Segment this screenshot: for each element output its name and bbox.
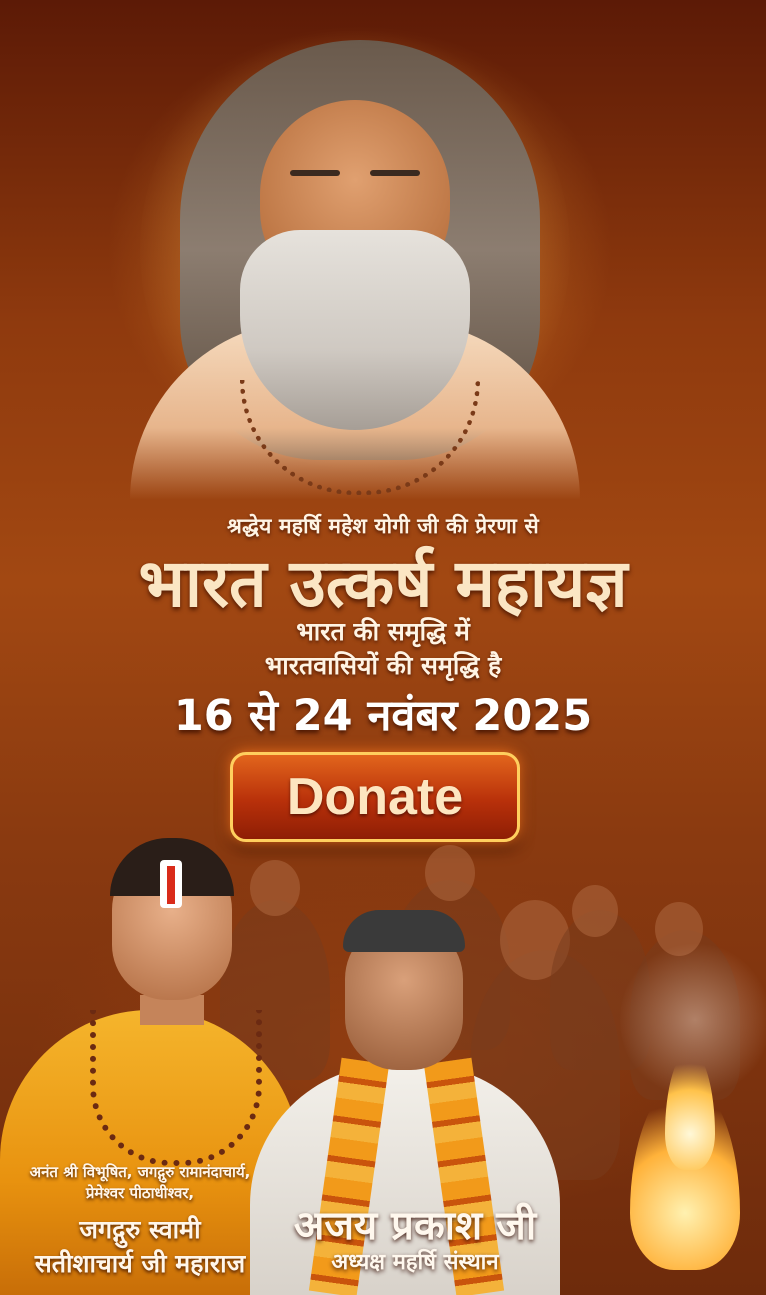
flame — [665, 1050, 715, 1170]
tilak-red-line — [167, 866, 175, 904]
sage-head — [572, 885, 618, 937]
subtitle-line-2: भारतवासियों की समृद्धि है — [264, 651, 502, 680]
jagadguru-title-line-1: अनंत श्री विभूषित, जगद्गुरु रामानंदाचार्य, — [29, 1163, 251, 1181]
jagadguru-name-line-2: सतीशाचार्य जी महाराज — [34, 1249, 246, 1278]
portrait-brow-left — [290, 170, 340, 176]
ajay-prakash-role: अध्यक्ष महर्षि संस्थान — [331, 1250, 499, 1275]
hair — [343, 910, 465, 952]
event-date: 16 से 24 नवंबर 2025 — [173, 691, 593, 741]
event-title: भारत उत्कर्ष महायज्ञ — [138, 544, 628, 622]
rudraksha-mala — [90, 1010, 262, 1166]
donate-button[interactable]: Donate — [230, 752, 520, 842]
jagadguru-title-line-2: प्रेमेश्वर पीठाधीश्वर, — [85, 1184, 195, 1202]
portrait-brow-right — [370, 170, 420, 176]
guru-portrait — [120, 20, 590, 490]
subtitle-line-1: भारत की समृद्धि में — [296, 617, 470, 646]
jagadguru-name-line-1: जगद्गुरु स्वामी — [79, 1215, 201, 1244]
inspiration-line: श्रद्धेय महर्षि महेश योगी जी की प्रेरणा से — [227, 514, 539, 538]
fire — [610, 1040, 760, 1270]
ajay-prakash-name: अजय प्रकाश जी — [293, 1203, 537, 1249]
sage-head — [425, 845, 475, 901]
